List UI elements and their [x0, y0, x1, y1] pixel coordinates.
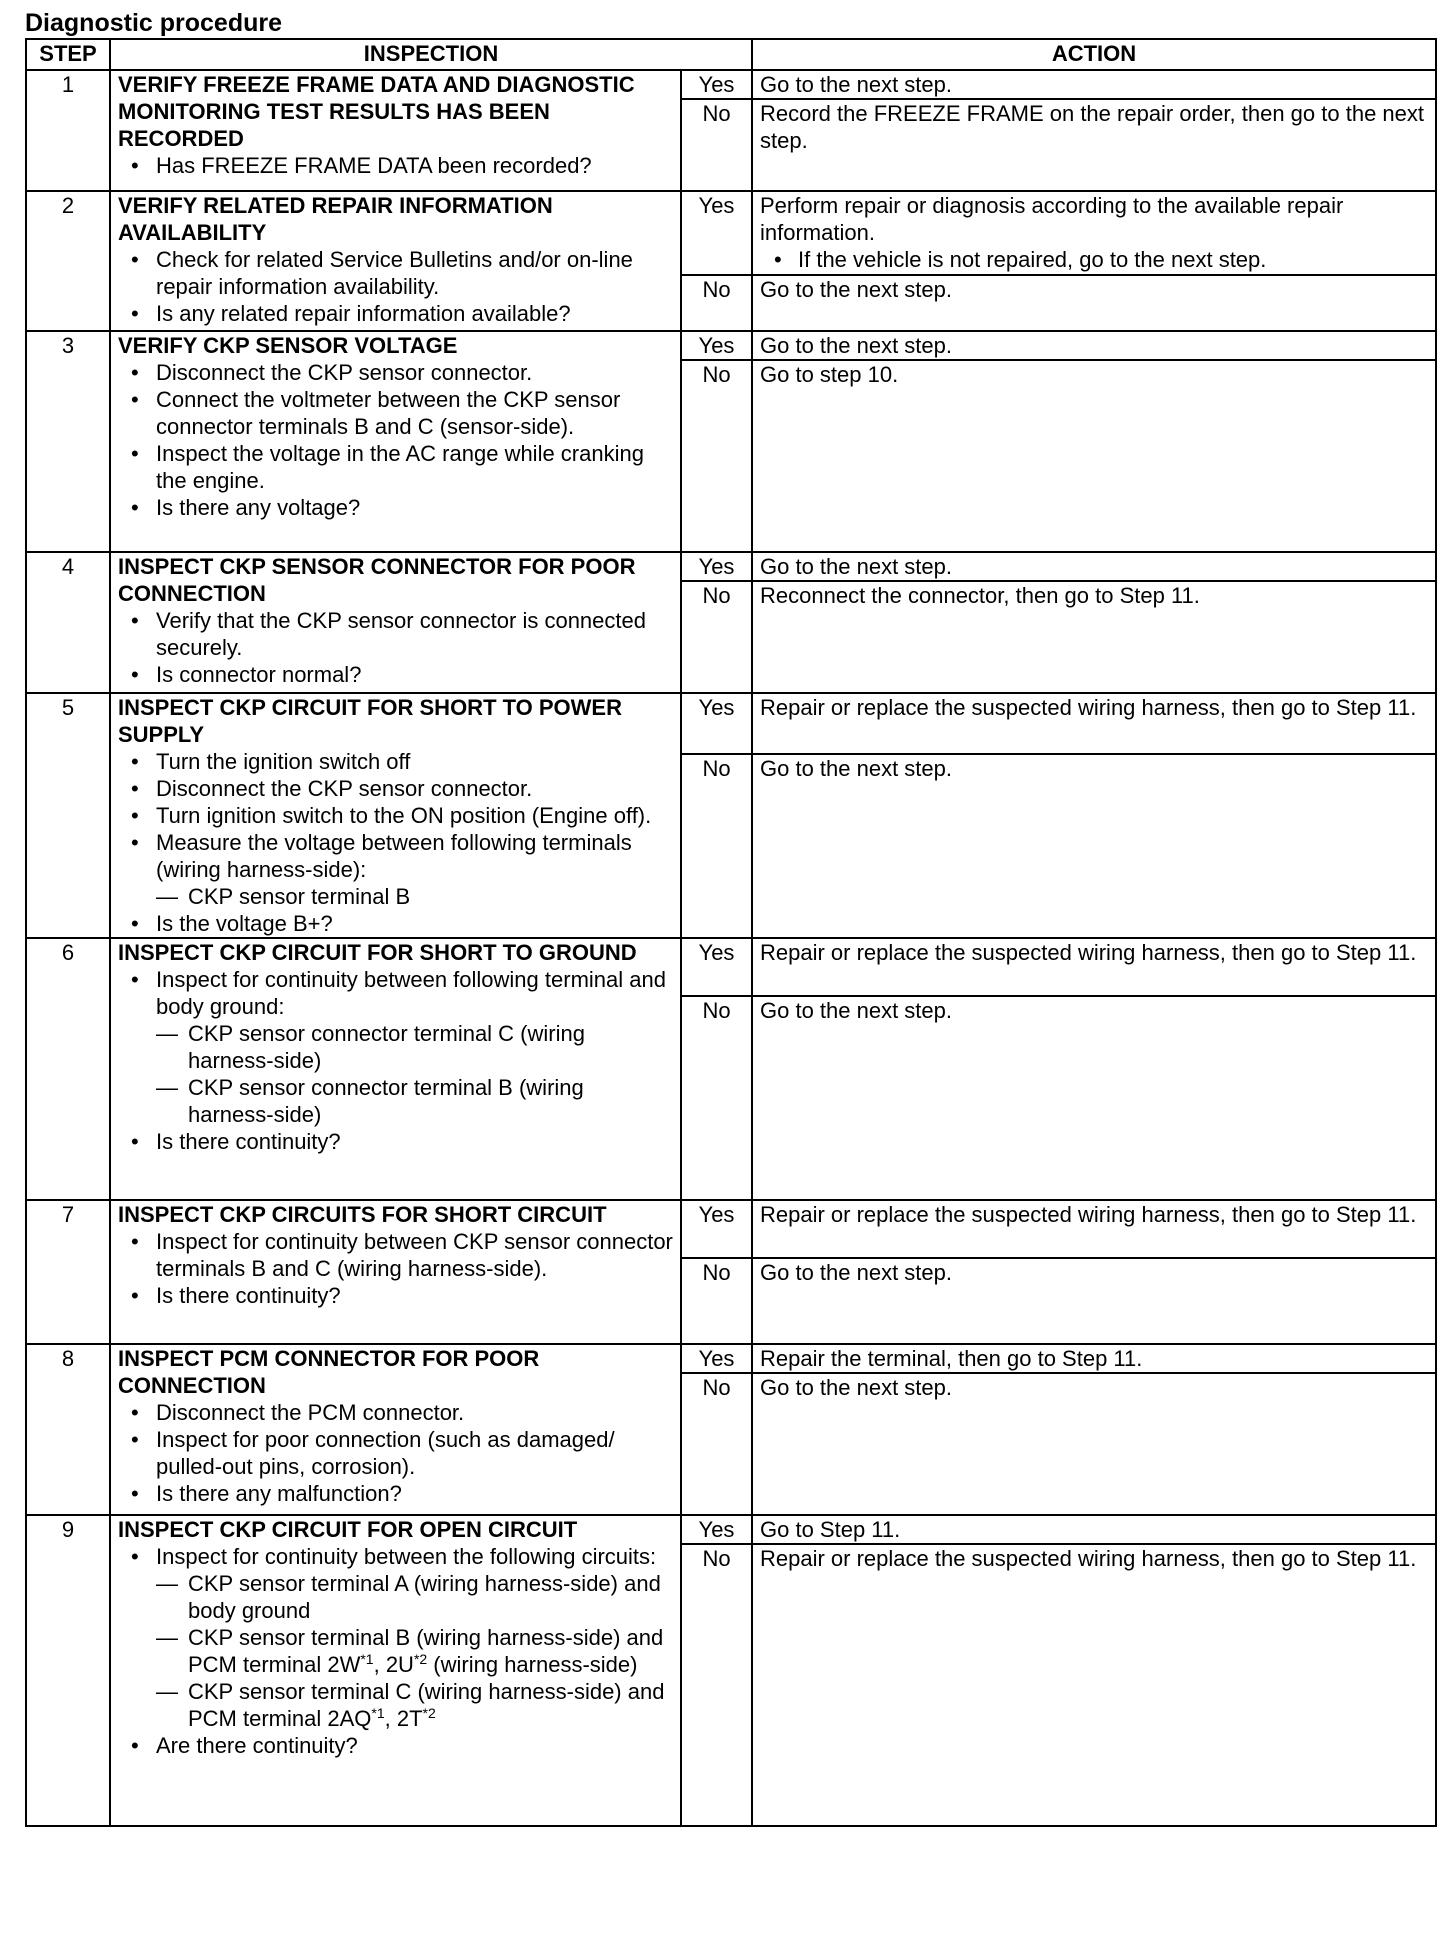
list-item: • Verify that the CKP sensor connector is connected securely. [118, 607, 673, 661]
bullet-list [118, 359, 673, 521]
header-inspection: INSPECTION [110, 39, 752, 70]
list-item: • Is any related repair information available? [118, 300, 673, 327]
table-row [26, 70, 1436, 99]
no-action: Go to step 10. [752, 360, 1436, 552]
table-row [26, 331, 1436, 360]
list-item: • Inspect for poor connection (such as damaged/ pulled-out pins, corrosion). [118, 1426, 673, 1480]
footnote-mark: *2 [422, 1705, 436, 1721]
bullet-list [118, 1399, 673, 1507]
bullet-list [118, 1228, 673, 1309]
list-item: • Is there any malfunction? [118, 1480, 673, 1507]
step-number: 4 [26, 552, 110, 693]
dash-item: — CKP sensor connector terminal B (wiring harness-side) [156, 1074, 673, 1128]
no-action: Reconnect the connector, then go to Step 11. [752, 581, 1436, 693]
table-row [26, 1344, 1436, 1373]
yes-label: Yes [681, 693, 752, 754]
dash-item: — CKP sensor terminal A (wiring harness-side) and body ground [156, 1570, 673, 1624]
no-label: No [681, 1544, 752, 1826]
inspection-cell [110, 693, 681, 938]
step-number: 7 [26, 1200, 110, 1344]
no-action: Go to the next step. [752, 754, 1436, 938]
yes-action: Repair or replace the suspected wiring harness, then go to Step 11. [752, 938, 1436, 996]
yes-action: Repair the terminal, then go to Step 11. [752, 1344, 1436, 1373]
inspection-cell [110, 938, 681, 1200]
step-number: 2 [26, 191, 110, 331]
table-row [26, 1515, 1436, 1544]
inspection-title: VERIFY CKP SENSOR VOLTAGE [118, 333, 458, 358]
inspection-title: VERIFY FREEZE FRAME DATA AND DIAGNOSTIC MONITORING TEST RESULTS HAS BEEN RECORDED [118, 72, 635, 151]
inspection-cell [110, 1200, 681, 1344]
dash-text: , 2U [373, 1652, 414, 1677]
yes-label: Yes [681, 552, 752, 581]
inspection-title: INSPECT PCM CONNECTOR FOR POOR CONNECTION [118, 1346, 540, 1398]
no-label: No [681, 360, 752, 552]
step-number: 9 [26, 1515, 110, 1826]
no-action: Record the FREEZE FRAME on the repair order, then go to the next step. [752, 99, 1436, 191]
header-step: STEP [26, 39, 110, 70]
yes-label: Yes [681, 331, 752, 360]
inspection-cell [110, 191, 681, 331]
yes-action: Repair or replace the suspected wiring harness, then go to Step 11. [752, 1200, 1436, 1258]
no-label: No [681, 996, 752, 1200]
dash-list [156, 883, 673, 910]
dash-text: , 2T [384, 1706, 423, 1731]
bullet-list [118, 748, 673, 937]
no-action: Go to the next step. [752, 996, 1436, 1200]
yes-action: Repair or replace the suspected wiring harness, then go to Step 11. [752, 693, 1436, 754]
dash-text: (wiring harness-side) [427, 1652, 638, 1677]
inspection-title: INSPECT CKP CIRCUIT FOR SHORT TO POWER SUPPLY [118, 695, 622, 747]
list-item: • Disconnect the PCM connector. [118, 1399, 673, 1426]
inspection-cell [110, 1344, 681, 1515]
no-label: No [681, 99, 752, 191]
list-item: • Is connector normal? [118, 661, 673, 688]
dash-item: — CKP sensor terminal B [156, 883, 673, 910]
bullet-list [118, 246, 673, 327]
list-item: • Connect the voltmeter between the CKP sensor connector terminals B and C (sensor-side). [118, 386, 673, 440]
yes-action: Go to Step 11. [752, 1515, 1436, 1544]
table-row [26, 552, 1436, 581]
bullet-list [118, 1543, 673, 1759]
dash-text: CKP sensor terminal C (wiring harness-side) and PCM terminal 2AQ [188, 1679, 665, 1731]
no-label: No [681, 754, 752, 938]
list-item: • Disconnect the CKP sensor connector. [118, 359, 673, 386]
list-item: • Is there any voltage? [118, 494, 673, 521]
no-label: No [681, 275, 752, 331]
inspection-title: INSPECT CKP SENSOR CONNECTOR FOR POOR CONNECTION [118, 554, 636, 606]
action-text: Perform repair or diagnosis according to the available repair information. [760, 193, 1344, 245]
inspection-title: VERIFY RELATED REPAIR INFORMATION AVAILABILITY [118, 193, 553, 245]
yes-label: Yes [681, 1515, 752, 1544]
yes-label: Yes [681, 191, 752, 275]
table-row [26, 1200, 1436, 1258]
table-row [26, 191, 1436, 275]
inspection-title: INSPECT CKP CIRCUIT FOR OPEN CIRCUIT [118, 1517, 578, 1542]
list-item: • Are there continuity? [118, 1732, 673, 1759]
list-item-text: Inspect for continuity between the following circuits: [156, 1544, 657, 1569]
inspection-cell [110, 552, 681, 693]
inspection-cell [110, 1515, 681, 1826]
step-number: 8 [26, 1344, 110, 1515]
dash-list [156, 1570, 673, 1732]
yes-label: Yes [681, 1200, 752, 1258]
list-item: • Is there continuity? [118, 1128, 673, 1155]
list-item: • Is there continuity? [118, 1282, 673, 1309]
dash-item [156, 1624, 673, 1678]
list-item: • Inspect for continuity between CKP sensor connector terminals B and C (wiring harness-side). [118, 1228, 673, 1282]
no-action: Go to the next step. [752, 1258, 1436, 1344]
yes-action [752, 191, 1436, 275]
diagnostic-table [25, 38, 1437, 1827]
bullet-list [118, 966, 673, 1155]
footnote-mark: *2 [413, 1651, 428, 1667]
step-number: 3 [26, 331, 110, 552]
yes-label: Yes [681, 938, 752, 996]
inspection-title: INSPECT CKP CIRCUITS FOR SHORT CIRCUIT [118, 1202, 607, 1227]
list-item: • Turn the ignition switch off [118, 748, 673, 775]
list-item: • Check for related Service Bulletins and/or on-line repair information availability. [118, 246, 673, 300]
bullet-list [118, 607, 673, 688]
table-row [26, 693, 1436, 754]
no-label: No [681, 1373, 752, 1515]
yes-action: Go to the next step. [752, 70, 1436, 99]
list-item: • Disconnect the CKP sensor connector. [118, 775, 673, 802]
list-item-text: Inspect for continuity between following terminal and body ground: [156, 967, 666, 1019]
dash-item [156, 1678, 673, 1732]
page-title: Diagnostic procedure [25, 9, 282, 37]
list-item: • Has FREEZE FRAME DATA been recorded? [118, 152, 673, 179]
list-item: • Inspect the voltage in the AC range while cranking the engine. [118, 440, 673, 494]
dash-text: CKP sensor terminal B (wiring harness-side) and PCM terminal 2W [188, 1625, 664, 1677]
footnote-mark: *1 [371, 1705, 385, 1721]
step-number: 5 [26, 693, 110, 938]
header-action: ACTION [752, 39, 1436, 70]
list-item [118, 829, 673, 910]
footnote-mark: *1 [360, 1651, 374, 1667]
list-item [118, 966, 673, 1128]
action-note: • If the vehicle is not repaired, go to the next step. [760, 246, 1428, 273]
bullet-list [118, 152, 673, 179]
no-label: No [681, 581, 752, 693]
list-item: • Turn ignition switch to the ON position (Engine off). [118, 802, 673, 829]
no-action: Go to the next step. [752, 275, 1436, 331]
yes-action: Go to the next step. [752, 552, 1436, 581]
document-page [25, 8, 1435, 1827]
dash-list [156, 1020, 673, 1128]
list-item [118, 1543, 673, 1732]
step-number: 6 [26, 938, 110, 1200]
table-header-row [26, 39, 1436, 70]
list-item-text: Measure the voltage between following terminals (wiring harness-side): [156, 830, 632, 882]
dash-item: — CKP sensor connector terminal C (wiring harness-side) [156, 1020, 673, 1074]
no-label: No [681, 1258, 752, 1344]
yes-label: Yes [681, 1344, 752, 1373]
inspection-cell [110, 70, 681, 191]
inspection-title: INSPECT CKP CIRCUIT FOR SHORT TO GROUND [118, 940, 637, 965]
table-row [26, 938, 1436, 996]
no-action: Go to the next step. [752, 1373, 1436, 1515]
list-item: • Is the voltage B+? [118, 910, 673, 937]
inspection-cell [110, 331, 681, 552]
yes-action: Go to the next step. [752, 331, 1436, 360]
no-action: Repair or replace the suspected wiring harness, then go to Step 11. [752, 1544, 1436, 1826]
yes-label: Yes [681, 70, 752, 99]
step-number: 1 [26, 70, 110, 191]
